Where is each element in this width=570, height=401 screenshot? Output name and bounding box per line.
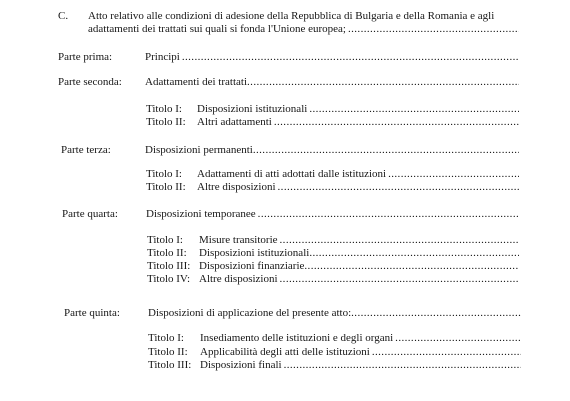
part-entry [148, 307, 521, 320]
part-title: Disposizioni temporanee [146, 208, 256, 220]
dot-leader [372, 346, 521, 359]
titolo-label: Titolo I: [146, 168, 182, 180]
dot-leader [258, 208, 519, 221]
titolo-label: Titolo II: [146, 116, 186, 128]
titolo-title: Applicabilità degli atti delle istituzioni [200, 346, 370, 358]
dot-leader [348, 23, 519, 36]
part-label: Parte seconda: [58, 76, 122, 88]
titolo-entry [200, 346, 521, 359]
part-label: Parte quarta: [62, 208, 118, 220]
dot-leader [278, 181, 519, 194]
dot-leader [309, 103, 519, 116]
section-letter: C. [58, 10, 69, 22]
part-entry [145, 51, 519, 64]
titolo-entry [197, 168, 519, 181]
part-label: Parte terza: [61, 144, 111, 156]
section-title-line-1: Atto relativo alle condizioni di adesione della Repubblica di Bulgaria e della Romania e agli [88, 10, 495, 22]
dot-leader [284, 359, 521, 372]
titolo-title: Disposizioni istituzionali [199, 247, 310, 259]
titolo-title: Altri adattamenti [197, 116, 272, 128]
titolo-title: Disposizioni finali [200, 359, 282, 371]
titolo-label: Titolo III: [148, 359, 192, 371]
titolo-label: Titolo IV: [147, 273, 191, 285]
titolo-title: Insediamento delle istituzioni e degli organi [200, 332, 394, 344]
titolo-entry [199, 247, 519, 260]
dot-leader [182, 51, 519, 64]
titolo-entry [197, 116, 519, 129]
titolo-entry [197, 181, 519, 194]
titolo-entry [199, 273, 519, 286]
titolo-entry [199, 260, 519, 273]
titolo-label: Titolo II: [147, 247, 187, 259]
titolo-title: Adattamenti di atti adottati dalle istituzioni [197, 168, 387, 180]
dot-leader [247, 76, 519, 89]
titolo-title: Altre disposizioni [199, 273, 278, 285]
titolo-label: Titolo III: [147, 260, 191, 272]
section-title-text: adattamenti dei trattati sui quali si fonda l'Unione europea; [88, 23, 346, 35]
dot-leader [274, 116, 519, 129]
dot-leader [395, 332, 521, 345]
part-label: Parte quinta: [64, 307, 120, 319]
dot-leader [280, 234, 519, 247]
dot-leader [304, 260, 519, 273]
section-title-line-2 [88, 23, 519, 36]
titolo-entry [199, 234, 519, 247]
part-title: Disposizioni di applicazione del presente atto: [148, 307, 352, 319]
part-title: Principi [145, 51, 180, 63]
dot-leader [351, 307, 521, 320]
titolo-title: Disposizioni finanziarie [199, 260, 305, 272]
dot-leader [253, 144, 519, 157]
titolo-label: Titolo II: [148, 346, 188, 358]
part-entry [146, 208, 519, 221]
titolo-entry [200, 332, 521, 345]
part-title: Adattamenti dei trattati [145, 76, 248, 88]
titolo-title: Disposizioni istituzionali [197, 103, 308, 115]
part-entry [145, 76, 519, 89]
titolo-label: Titolo I: [147, 234, 183, 246]
titolo-title: Misure transitorie [199, 234, 278, 246]
titolo-label: Titolo I: [148, 332, 184, 344]
part-label: Parte prima: [58, 51, 113, 63]
titolo-label: Titolo I: [146, 103, 182, 115]
dot-leader [309, 247, 519, 260]
titolo-entry [200, 359, 521, 372]
dot-leader [280, 273, 519, 286]
part-entry [145, 144, 519, 157]
titolo-label: Titolo II: [146, 181, 186, 193]
titolo-title: Altre disposizioni [197, 181, 276, 193]
titolo-entry [197, 103, 519, 116]
part-title: Disposizioni permanenti [145, 144, 253, 156]
dot-leader [388, 168, 519, 181]
